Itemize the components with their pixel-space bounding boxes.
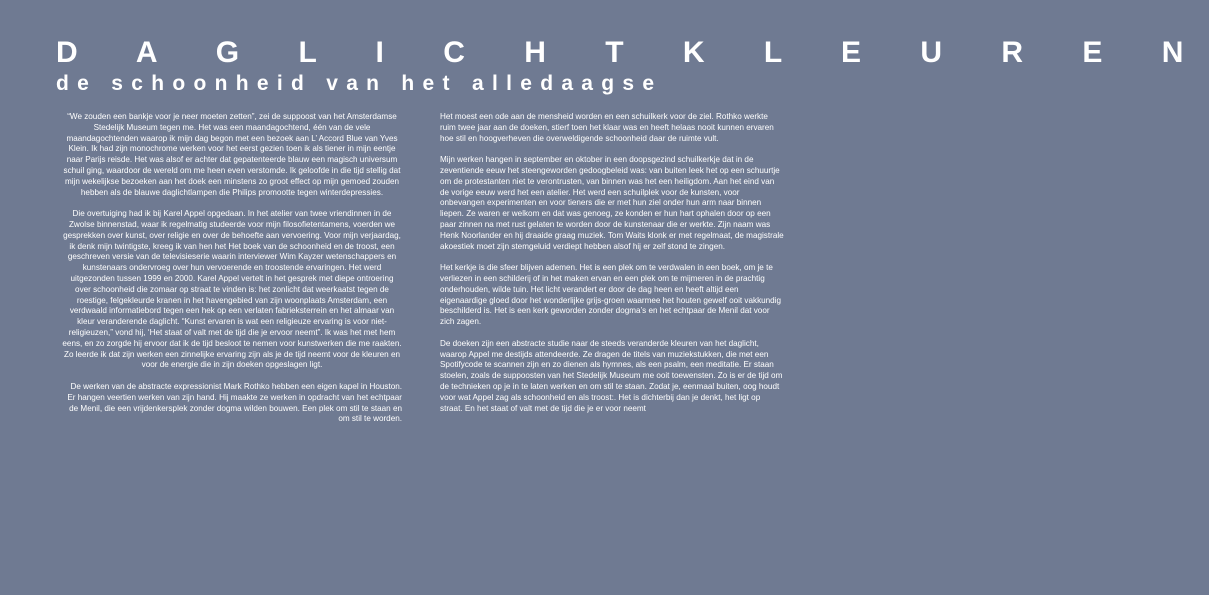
paragraph: Het moest een ode aan de mensheid worden en een schuilkerk voor de ziel. Rothko werkte ruim twee jaar aan de doeken, stierf toen het klaar was en heeft helaas nooit kunnen ervaren hoe stil en hoogverheven die overweldigende schoonheid daar de ruimte vult. <box>440 112 774 143</box>
paragraph: De doeken zijn een abstracte studie naar de steeds veranderde kleuren van het daglicht, waarop Appel me destijds attendeerde. Ze dragen de titels van muziekstukken, die met een Spotifycode te scannen zijn en zo dienen als hymnes, als een psalm, een meditatie. Er staan stoelen, zoals de suppoosten van het Stedelijk Museum me ooit toewensten. Zo is er de tijd om de technieken op je in te laten werken en om stil te staan. Zodat je, eenmaal buiten, oog houdt voor wat Appel zag als schoonheid en als troost:. Het is dichterbij dan je denkt, het ligt op straat. En het staat of valt met de tijd die je er voor neemt <box>440 338 783 413</box>
paragraph: Het kerkje is die sfeer blijven ademen. Het is een plek om te verdwalen in een boek, om je te verliezen in een schilderij of in het maken ervan en een plek om te mijmeren in de prachtig onderhouden, wilde tuin. Het licht verandert er door de dag heen en heeft altijd een eigenaardige gloed door het wonderlijke grijs-groen waarmee het houten gewelf ooit vakkundig beschilderd is. Het is een kerk geworden zonder dogma’s en het echtpaar de Menil dat voor zich zagen. <box>440 263 782 327</box>
left-column <box>62 112 402 436</box>
paragraph: Mijn werken hangen in september en oktober in een doopsgezind schuilkerkje dat in de zeventiende eeuw het steengeworden gedoogbeleid was: van buiten leek het op een schuurtje om de protestanten niet te verontrusten, van binnen was het een heiligdom. Aan het eind van de vorige eeuw werd het een atelier. Het werd een schuilplek voor de kunsten, voor onbevangen experimenten en voor tieners die er met hun ziel onder hun arm naar binnen liepen. Ze waren er welkom en dat was genoeg, ze konden er hun hart ophalen door op een paar zinnen na met rust gelaten te worden door de kunstenaar die er werkte. Zijn naam was Henk Noorlander en hij draaide graag muziek. Tom Waits klonk er met regelmaat, de magistrale akoestiek moet zijn stemgeluid verdiept hebben alsof hij er zelf stond te zingen. <box>440 155 784 251</box>
paragraph: De werken van de abstracte expressionist Mark Rothko hebben een eigen kapel in Houston. Er hangen veertien werken van zijn hand. Hij maakte ze werken in opdracht van het echtpaar de Menil, die een vrijdenkersplek zonder dogma wilden bouwen. Een plek om stil te staan en om stil te worden. <box>67 381 402 424</box>
right-column <box>440 112 784 425</box>
page-title: D A G L I C H T K L E U R E N <box>56 36 1209 69</box>
paragraph: Die overtuiging had ik bij Karel Appel opgedaan. In het atelier van twee vriendinnen in de Zwolse binnenstad, waar ik regelmatig studeerde voor mijn filosofietentamens, voerden we gesprekken over kunst, over religie en over de behoefte aan vervoering. Voor mijn verjaardag, ik denk mijn twintigste, kreeg ik van hen het Het boek van de schoonheid en de troost, een geschreven versie van de televisieserie waarin interviewer Wim Kayzer wetenschappers en kunstenaars ondervroeg over hun vervoerende en troostende ervaringen. Het werd uitgezonden tussen 1999 en 2000. Karel Appel vertelt in het gesprek met diepe ontroering over schoonheid die zomaar op straat te vinden is: het zonlicht dat weerkaatst tegen de roestige, felgekleurde kranen in het havengebied van zijn woonplaats Amsterdam, een verdwaald informatiebord tegen een hek op een verlaten fabrieksterrein en het almaar van kleur veranderende daglicht. “Kunst ervaren is wat een religieuze ervaring is voor niet-religieuzen,” vond hij, ‘Het staat of valt met de tijd die je ervoor neemt”. Ik was het met hem eens, en zo zorgde hij ervoor dat ik de tijd besloot te nemen voor kunstwerken die me raakten. Zo leerde ik dat zijn werken een zinnelijke ervaring zijn als je de tijd neemt voor de kleuren en voor de energie die in zijn doeken opgeslagen ligt. <box>62 209 402 370</box>
paragraph: “We zouden een bankje voor je neer moeten zetten”, zei de suppoost van het Amsterdamse Stedelijk Museum tegen me. Het was een maandagochtend, één van de vele maandagochtenden waarop ik mijn dag begon met een bezoek aan L’ Accord Blue van Yves Klein. Ik had zijn monochrome werken voor het eerst gezien toen ik als tiener in mijn eentje naar Parijs reisde. Het was alsof er achter dat gepatenteerde blauw een magisch universum schuil ging, waardoor de wereld om me heen even verstomde. Ik geloofde in die tijd stellig dat mijn wekelijkse bezoeken aan het doek een minstens zo groot effect op mijn gemoed zouden hebben als de blauwe daglichtlampen die Philips promootte tegen winterdepressies. <box>63 112 401 197</box>
page-subtitle: de schoonheid van het alledaagse <box>56 72 663 95</box>
